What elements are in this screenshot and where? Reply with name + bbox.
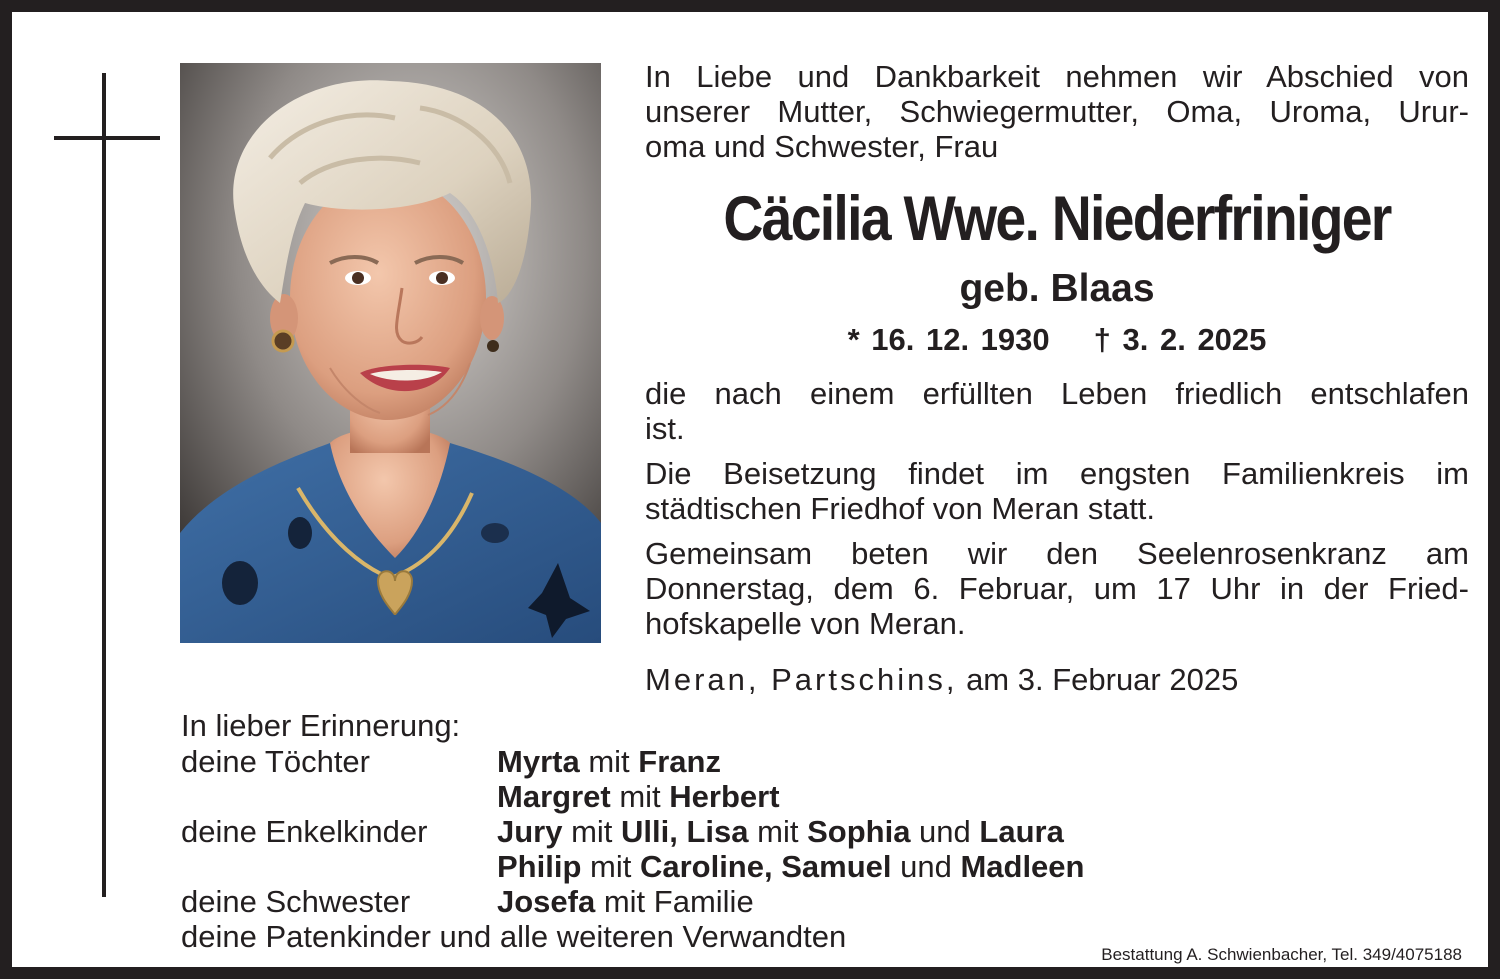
- text-line: ist.: [645, 411, 685, 446]
- family-member-name: Myrta: [497, 744, 580, 779]
- family-member-name: Sophia: [807, 814, 911, 849]
- family-member-name: Jury: [497, 814, 563, 849]
- intro-text: [645, 59, 1469, 164]
- family-connector: mit: [610, 779, 670, 814]
- intro-line: oma und Schwester, Frau: [645, 129, 999, 164]
- text-line: Donnerstag, dem 6. Februar, um 17 Uhr in der Fried-: [645, 571, 1469, 606]
- deceased-name: Cäcilia Wwe. Niederfriniger: [723, 184, 1391, 254]
- family-member-name: Josefa: [497, 884, 596, 919]
- family-closing: deine Patenkinder und alle weiteren Verwandten: [181, 919, 847, 954]
- family-members: [497, 884, 754, 920]
- text-line: hofskapelle von Meran.: [645, 606, 966, 641]
- family-connector: mit: [748, 814, 808, 849]
- place: Meran, Partschins,: [645, 662, 958, 697]
- text-line: die nach einem erfüllten Leben friedlich entschlafen: [645, 376, 1469, 411]
- cross-horizontal-bar: [54, 136, 160, 140]
- family-member-name: Caroline, Samuel: [639, 849, 892, 884]
- birth-date: * 16. 12. 1930: [847, 322, 1050, 357]
- intro-line: unserer Mutter, Schwiegermutter, Oma, Uroma, Urur-: [645, 94, 1469, 129]
- undertaker-contact: Bestattung A. Schwienbacher, Tel. 349/4075188: [1101, 945, 1462, 964]
- family-members: [497, 779, 780, 815]
- text-line: Gemeinsam beten wir den Seelenrosenkranz am: [645, 536, 1469, 571]
- family-relation: deine Schwester: [181, 884, 411, 919]
- family-member-name: Franz: [638, 744, 721, 779]
- cross-vertical-bar: [102, 73, 106, 897]
- family-members: [497, 744, 721, 780]
- family-member-name: Philip: [497, 849, 582, 884]
- family-connector: und: [891, 849, 961, 884]
- death-date: † 3. 2. 2025: [1093, 322, 1267, 357]
- family-member-name: Herbert: [669, 779, 780, 814]
- burial-text: [645, 456, 1469, 526]
- family-connector: mit: [562, 814, 622, 849]
- family-members: [497, 849, 1084, 885]
- life-dates: [645, 322, 1469, 358]
- family-heading: In lieber Erinnerung:: [181, 708, 461, 743]
- family-relation: deine Enkelkinder: [181, 814, 428, 849]
- family-connector: mit: [579, 744, 639, 779]
- family-relation: deine Töchter: [181, 744, 370, 779]
- place-and-date: [645, 662, 1469, 698]
- family-member-name: Madleen: [960, 849, 1085, 884]
- family-member-name: Margret: [497, 779, 611, 814]
- family-member-name: Laura: [979, 814, 1064, 849]
- family-connector: mit: [581, 849, 640, 884]
- text-line: Die Beisetzung findet im engsten Familienkreis im: [645, 456, 1469, 491]
- text-line: städtischen Friedhof von Meran statt.: [645, 491, 1156, 526]
- rosary-text: [645, 536, 1469, 641]
- family-members: [497, 814, 1064, 850]
- date: am 3. Februar 2025: [966, 662, 1239, 697]
- passing-text: [645, 376, 1469, 446]
- family-connector: mit Familie: [595, 884, 754, 919]
- portrait-photo: [180, 63, 601, 643]
- family-member-name: Ulli, Lisa: [621, 814, 749, 849]
- family-connector: und: [910, 814, 980, 849]
- intro-line: In Liebe und Dankbarkeit nehmen wir Abschied von: [645, 59, 1469, 94]
- maiden-name: geb. Blaas: [959, 267, 1155, 310]
